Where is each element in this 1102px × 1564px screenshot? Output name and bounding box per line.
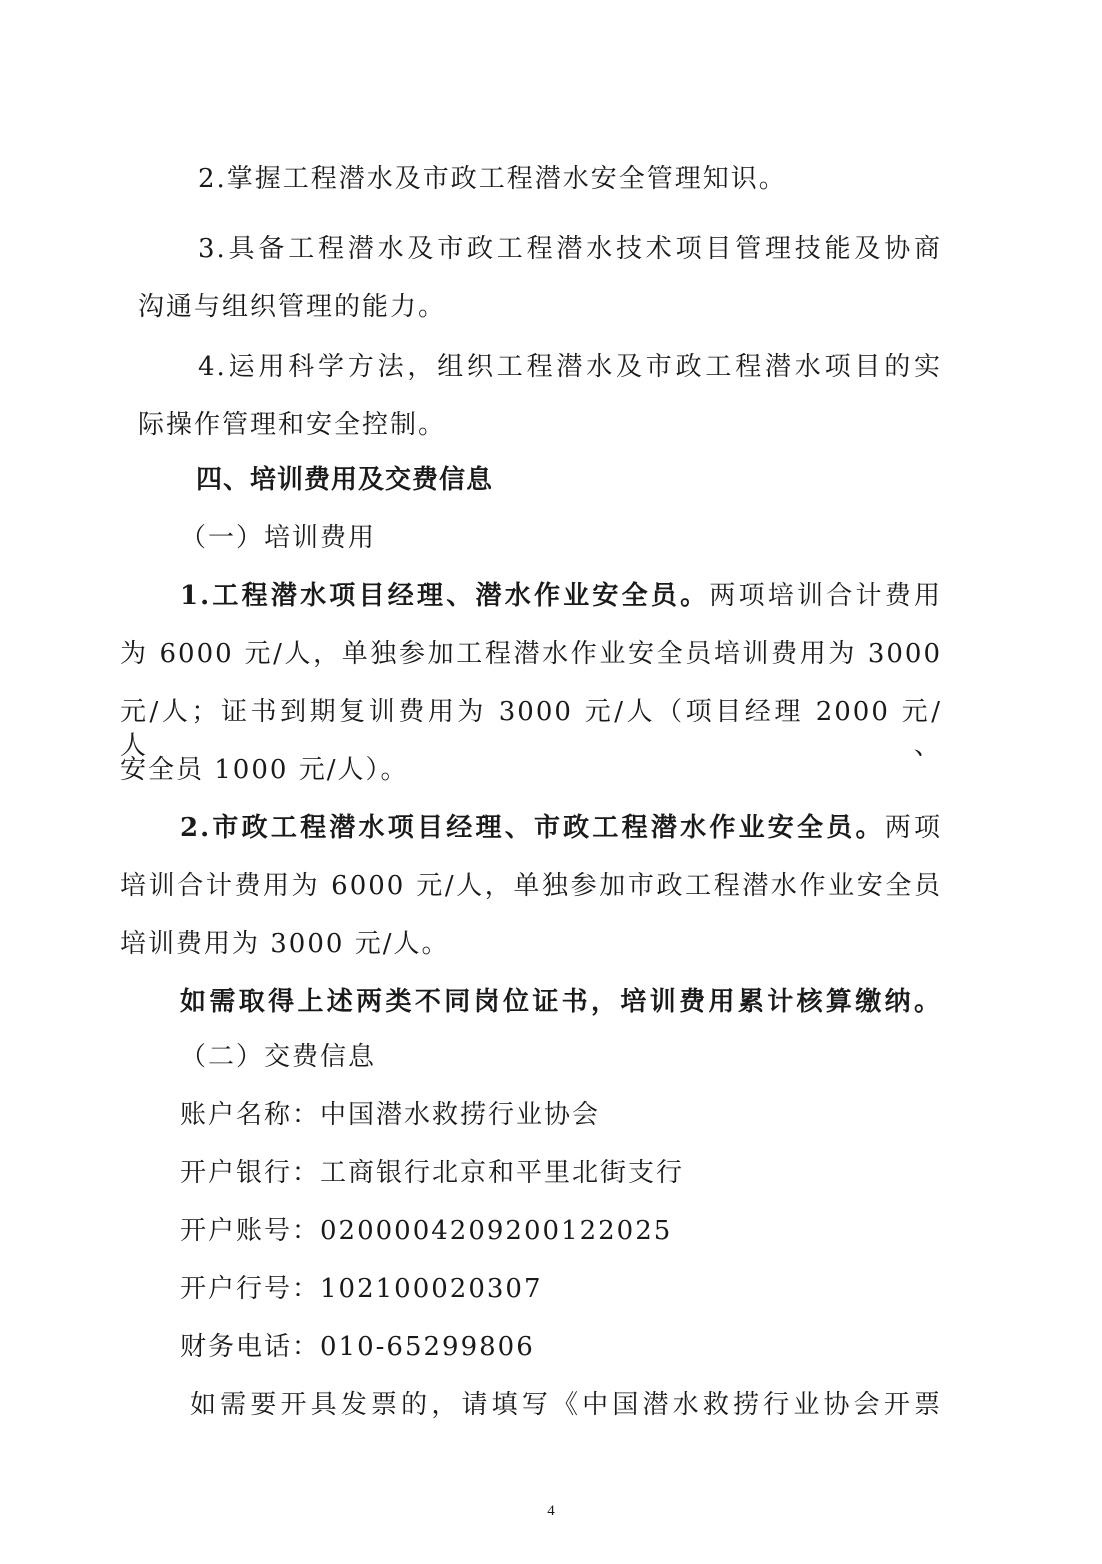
fee-1-title: 1.工程潜水项目经理、潜水作业安全员。 bbox=[180, 581, 710, 611]
fee-1-line-2: 为 6000 元/人，单独参加工程潜水作业安全员培训费用为 3000 bbox=[120, 639, 942, 669]
objective-item-4-line-1: 4.运用科学方法，组织工程潜水及市政工程潜水项目的实 bbox=[198, 352, 942, 382]
fee-1-line-3: 元/人；证书到期复训费用为 3000 元/人（项目经理 2000 元/人、 bbox=[120, 697, 942, 761]
invoice-instruction: 如需要开具发票的，请填写《中国潜水救捞行业协会开票 bbox=[190, 1390, 942, 1420]
objective-item-3-line-1: 3.具备工程潜水及市政工程潜水技术项目管理技能及协商 bbox=[198, 234, 942, 264]
section-heading-fees: 四、培训费用及交费信息 bbox=[196, 465, 494, 495]
fee-2-line-1-text: 两项 bbox=[884, 813, 942, 843]
fee-2-title: 2.市政工程潜水项目经理、市政工程潜水作业安全员。 bbox=[180, 813, 885, 843]
objective-item-2: 2.掌握工程潜水及市政工程潜水安全管理知识。 bbox=[198, 164, 787, 194]
bank-code: 开户行号：102100020307 bbox=[180, 1274, 543, 1304]
subsection-heading-payment-info: （二）交费信息 bbox=[180, 1042, 377, 1072]
fee-1-line-4: 安全员 1000 元/人）。 bbox=[120, 755, 409, 785]
page-number: 4 bbox=[547, 1503, 555, 1519]
finance-phone: 财务电话：010-65299806 bbox=[180, 1332, 535, 1362]
account-number: 开户账号：0200004209200122025 bbox=[180, 1216, 673, 1246]
subsection-heading-training-fees: （一）培训费用 bbox=[180, 523, 377, 553]
objective-item-3-line-2: 沟通与组织管理的能力。 bbox=[138, 292, 447, 322]
fee-1-line-1-text: 两项培训合计费用 bbox=[709, 581, 942, 611]
fee-2-line-1 bbox=[180, 811, 942, 845]
account-name: 账户名称：中国潜水救捞行业协会 bbox=[180, 1100, 601, 1130]
bank-name: 开户银行：工商银行北京和平里北街支行 bbox=[180, 1158, 685, 1188]
fee-2-line-2: 培训合计费用为 6000 元/人，单独参加市政工程潜水作业安全员 bbox=[120, 871, 942, 901]
fee-note: 如需取得上述两类不同岗位证书，培训费用累计核算缴纳。 bbox=[180, 987, 942, 1017]
fee-1-line-1 bbox=[180, 579, 942, 613]
objective-item-4-line-2: 际操作管理和安全控制。 bbox=[138, 410, 447, 440]
fee-2-line-3: 培训费用为 3000 元/人。 bbox=[120, 929, 450, 959]
